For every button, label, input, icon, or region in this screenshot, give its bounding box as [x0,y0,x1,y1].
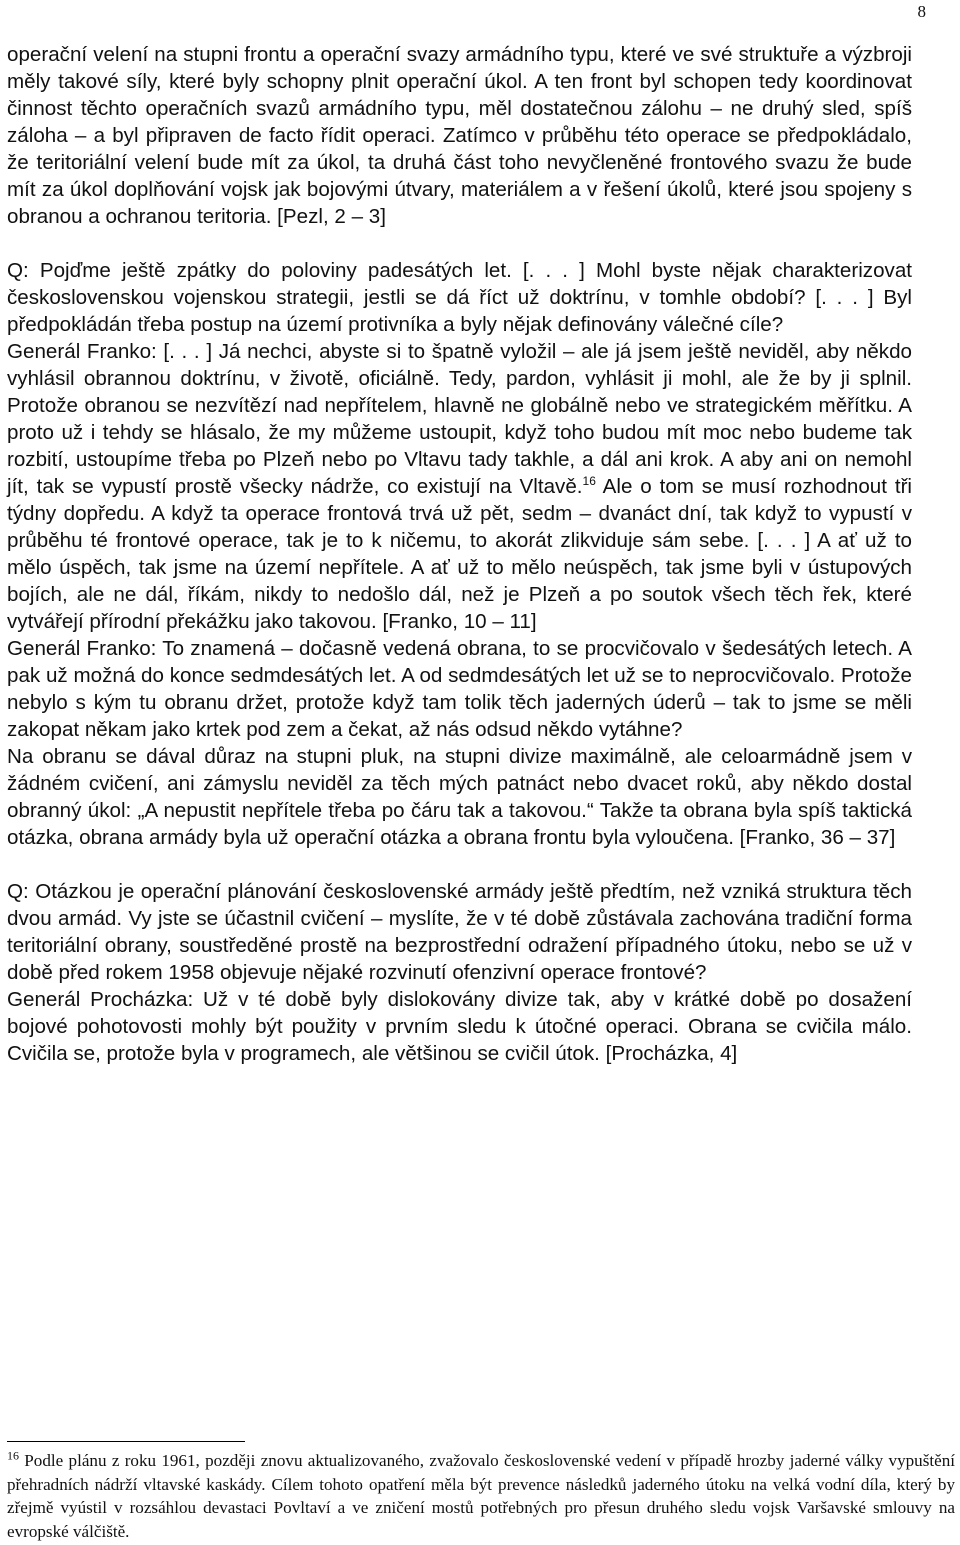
paragraph-question-planning: Q: Otázkou je operační plánování československé armády ještě předtím, než vzniká struktura těch dvou armád. Vy jste se účastnil cvičení – myslíte, že v té době zůstávala zachována tradiční forma teritoriální obrany, soustředěné prostě na bezprostřední odražení případného útoku, nebo se už v době před rokem 1958 objevuje nějaké rozvinutí ofenzivní operace frontové? [7,880,912,984]
page-number: 8 [917,2,926,21]
footnote [7,1449,955,1543]
footnote-number: 16 [7,1448,19,1463]
paragraph-gap [7,851,912,878]
main-text [7,41,912,1067]
footnote-text: Podle plánu z roku 1961, později znovu aktualizovaného, zvažovalo československé vedení v případě hrozby jaderné války vypuštění přehradních nádrží vltavské kaskády. Cílem tohoto opatření měla být prevence následků jaderného útoku na velká vodní díla, který by zřejmě vyústil v rozsáhlou devastaci Povltaví a ve zničení mostů potřebných pro přesun druhého sledu vojsk Varšavské smlouvy na evropské válčiště. [7,1451,955,1541]
paragraph-franko-doctrine-part1: Generál Franko: [. . . ] Já nechci, abyste si to špatně vyložil – ale já jsem ještě neviděl, aby někdo vyhlásil obrannou doktrínu, v životě, oficiálně. Tedy, pardon, vyhlásit ji mohl, ale že by ji splnil. Protože obranou se nezvítězí nad nepřítelem, hlavně ne globálně nebo ve strategickém měřítku. A proto už i tehdy se hlásalo, že my můžeme ustoupit, když toho budou mít moc nebo budeme tak rozbití, ustoupíme třeba po Plzeň nebo po Vltavu tady takhle, a dál ani krok. A aby ani on nemohl jít, tak se vypustí prostě všecky nádrže, co existují na Vltavě. [7,340,912,498]
paragraph-franko-defense: Generál Franko: To znamená – dočasně vedená obrana, to se procvičovalo v šedesátých letech. A pak už možná do konce sedmdesátých let. A od sedmdesátých let už se to neprocvičovalo. Protože nebylo s kým tu obranu držet, protože když tam tolik těch jaderných úderů – tak to jsme se měli zakopat někam jako krtek pod zem a čekat, až nás odsud někdo vytáhne? [7,637,912,741]
paragraph-franko-emphasis: Na obranu se dával důraz na stupni pluk, na stupni divize maximálně, ale celoarmádně jsem v žádném cvičení, ani zámyslu neviděl za těch mých patnáct nebo dvacet roků, aby někdo dostal obranný úkol: „A nepustit nepřítele třeba po čáru tak a takovou.“ Takže ta obrana byla spíš taktická otázka, obrana armády byla už operační otázka a obrana frontu byla vyloučena. [Franko, 36 – 37] [7,745,912,849]
footnote-separator [7,1441,245,1442]
paragraph-franko-doctrine [7,338,912,635]
paragraph-pezl: operační velení na stupni frontu a operační svazy armádního typu, které ve své struktuře a výzbroji měly takové síly, které byly schopny plnit operační úkol. A ten front byl schopen tedy koordinovat činnost těchto operačních svazů armádního typu, měl dostatečnou zálohu – ne druhý sled, spíš záloha – a byl připraven de facto řídit operaci. Zatímco v průběhu této operace se předpokládalo, že teritoriální velení bude mít za úkol, ta druhá část toho nevyčleněné frontového svazu že bude mít za úkol doplňování vojsk jak bojovými útvary, materiálem a v řešení úkolů, které jsou spojeny s obranou a ochranou teritoria. [Pezl, 2 – 3] [7,43,912,228]
paragraph-prochazka: Generál Procházka: Už v té době byly dislokovány divize tak, aby v krátké době po dosažení bojové pohotovosti mohly být použity v prvním sledu k útočné operaci. Obrana se cvičila málo. Cvičila se, protože byla v programech, ale většinou se cvičil útok. [Procházka, 4] [7,988,912,1065]
paragraph-question-doctrine: Q: Pojďme ještě zpátky do poloviny padesátých let. [. . . ] Mohl byste nějak charakterizovat československou vojenskou strategii, jestli se dá říct už doktrínu, v tomhle období? [. . . ] Byl předpokládán třeba postup na území protivníka a byly nějak definovány válečné cíle? [7,259,912,336]
paragraph-franko-doctrine-part2: Ale o tom se musí rozhodnout tři týdny dopředu. A když ta operace frontová trvá už pět, sedm – dvanáct dní, tak když to vypustí v průběhu té frontové operace, tak je to k ničemu, to akorát zlikviduje sám sebe. [. . . ] A ať už to mělo úspěch, tak jsme na území nepřítele. A ať už to mělo neúspěch, tak jsme byli v ústupových bojích, ale ne dál, říkám, nikdy to nedošlo dál, než je Plzeň a po soutok všech těch řek, které vytvářejí přírodní překážku jako takovou. [Franko, 10 – 11] [7,475,913,633]
footnote-reference: 16 [582,474,596,489]
paragraph-gap [7,230,912,257]
